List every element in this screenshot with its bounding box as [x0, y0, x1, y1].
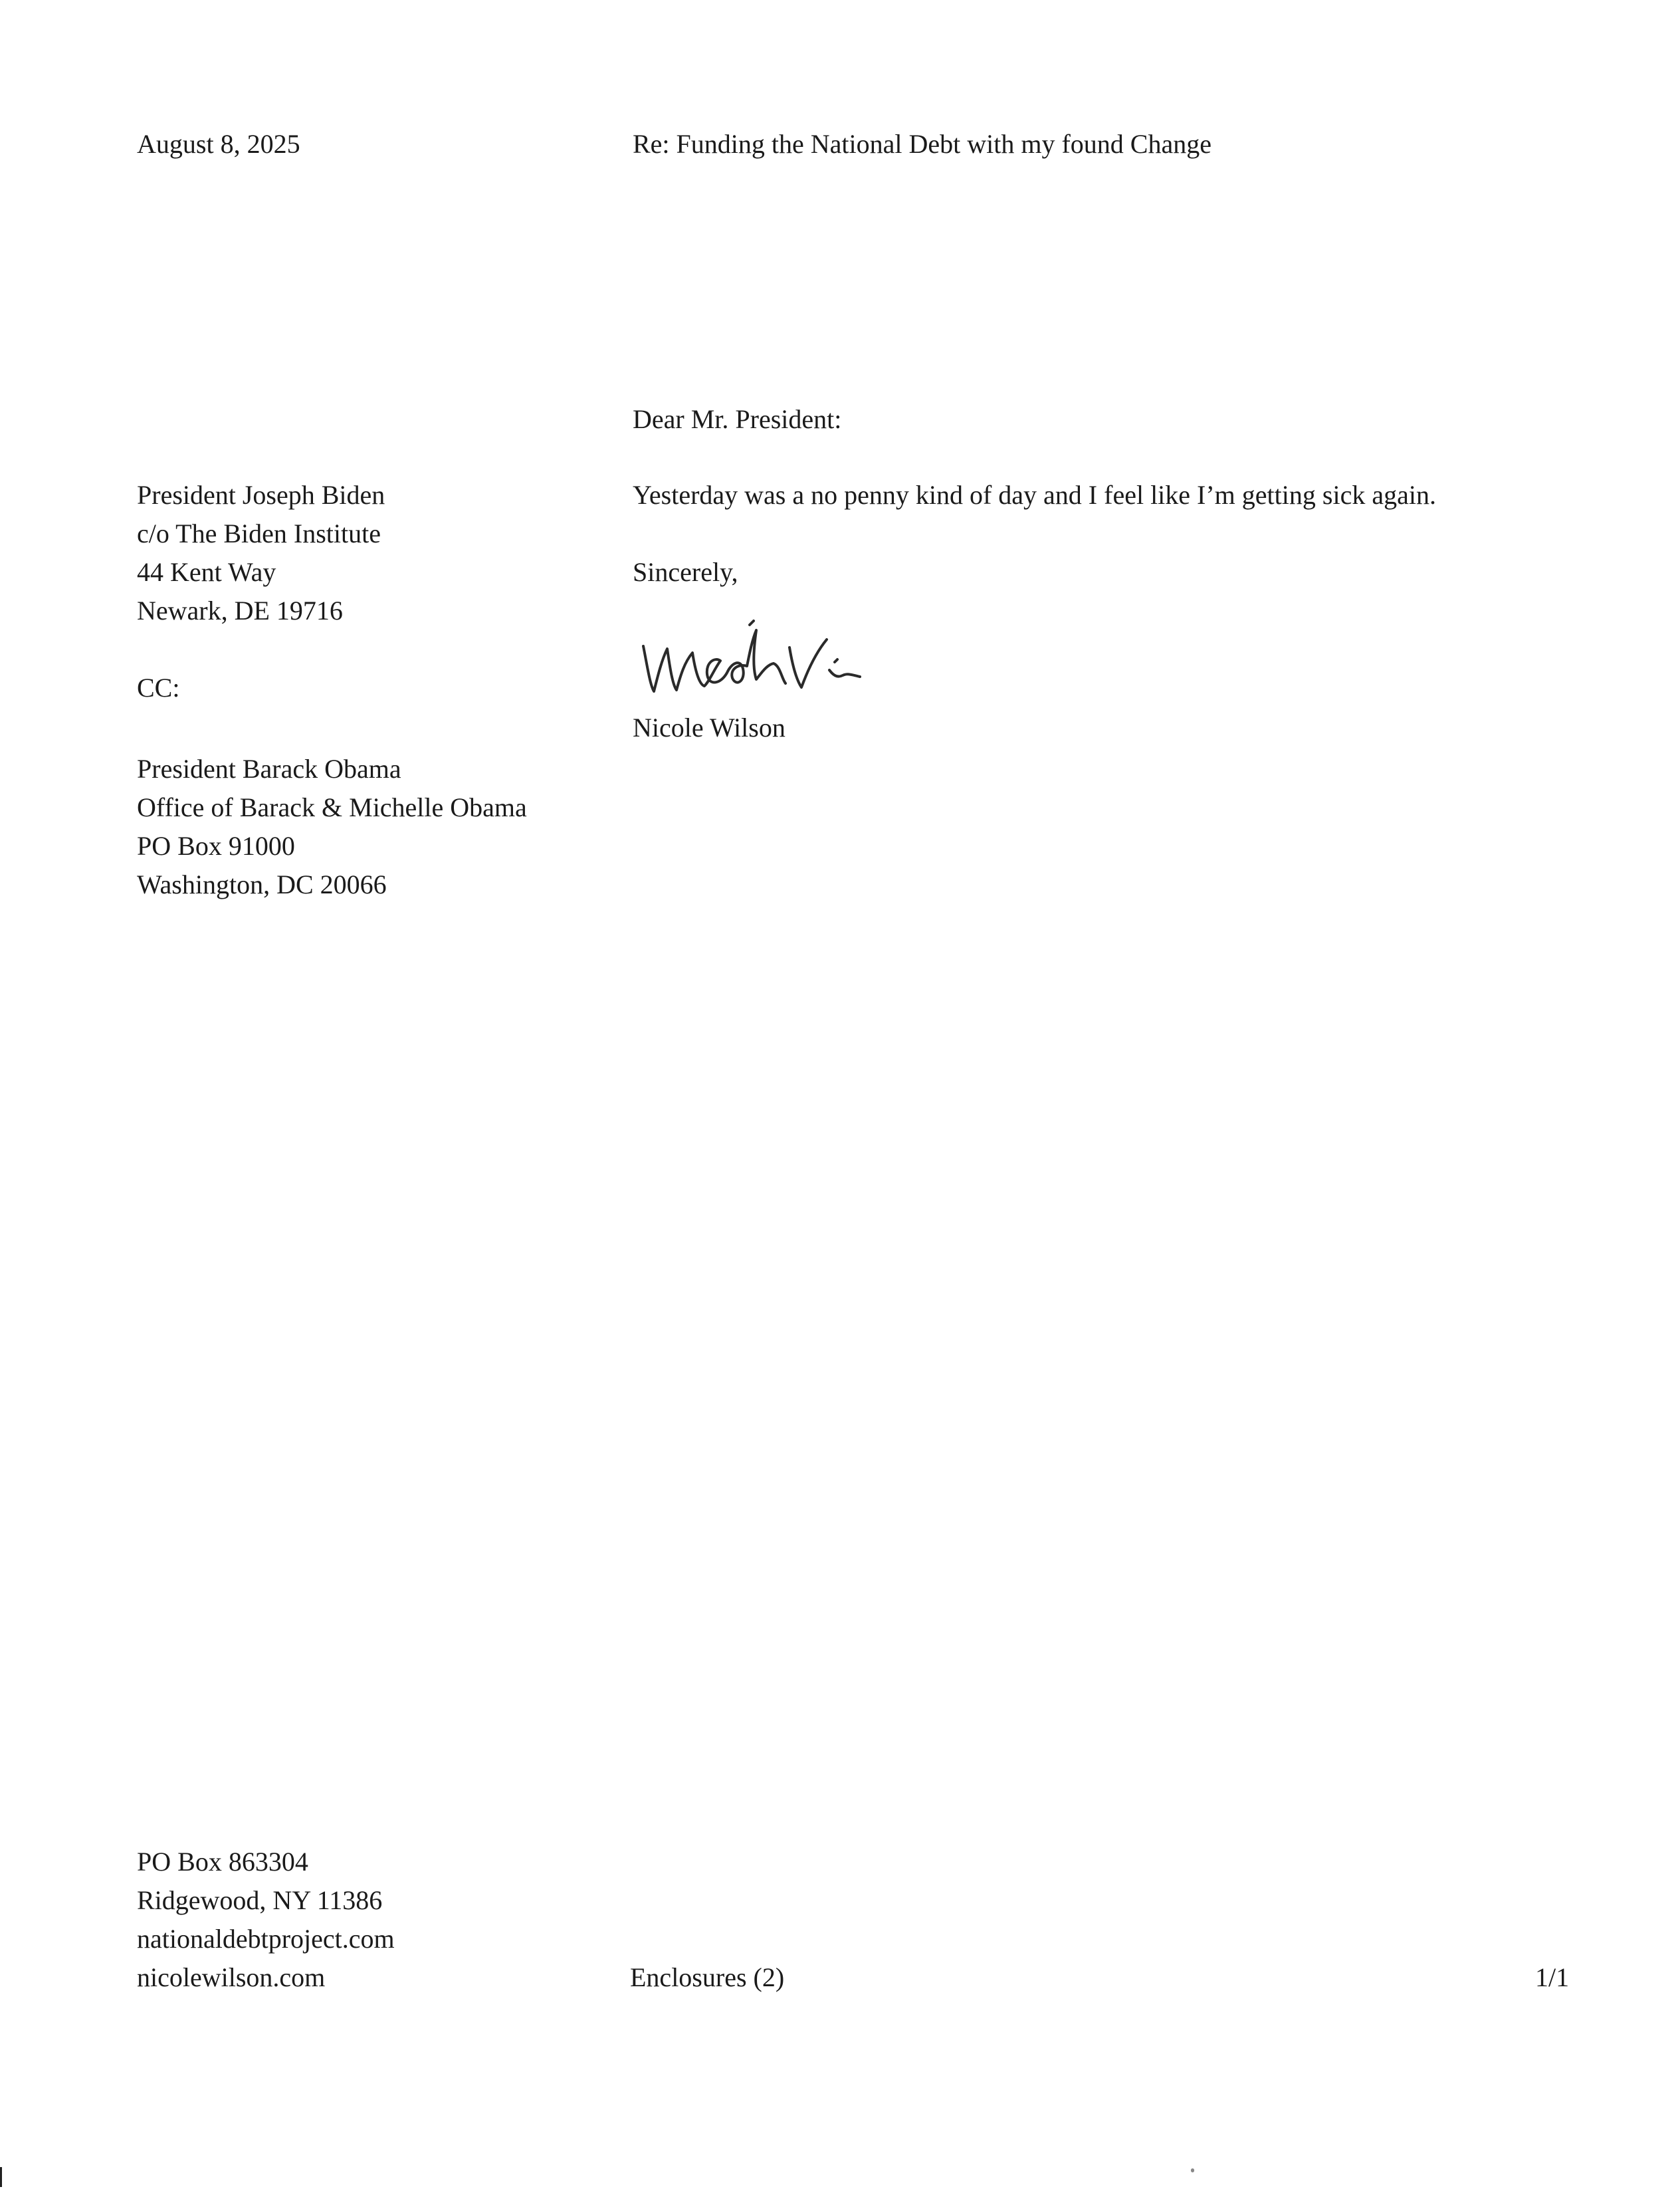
letter-date — [137, 125, 300, 164]
salutation-text: Dear Mr. President: — [633, 404, 842, 434]
recipient-address — [137, 476, 385, 630]
enclosures-note — [630, 1958, 784, 1997]
scan-dust-mark — [1191, 2168, 1194, 2172]
recipient-line: 44 Kent Way — [137, 557, 276, 587]
enclosures-text: Enclosures (2) — [630, 1962, 785, 1992]
closing-text: Sincerely, — [633, 557, 738, 587]
recipient-line: c/o The Biden Institute — [137, 519, 381, 548]
cc-line: President Barack Obama — [137, 754, 401, 784]
handwritten-signature — [633, 606, 945, 706]
signature-icon — [633, 606, 945, 706]
page-number — [1535, 1958, 1569, 1997]
subject-text: Re: Funding the National Debt with my found Change — [633, 129, 1211, 159]
sender-name-text: Nicole Wilson — [633, 713, 786, 743]
cc-line: Washington, DC 20066 — [137, 869, 387, 899]
scan-edge-mark — [0, 2167, 2, 2187]
sender-name — [633, 709, 786, 747]
sender-address-line: nicolewilson.com — [137, 1962, 326, 1992]
cc-recipient-address — [137, 750, 527, 904]
cc-line: Office of Barack & Michelle Obama — [137, 792, 527, 822]
sender-address — [137, 1843, 395, 1997]
recipient-line: President Joseph Biden — [137, 480, 385, 510]
body-paragraph: Yesterday was a no penny kind of day and I feel like I’m getting sick again. — [633, 480, 1436, 510]
letter-salutation — [633, 400, 841, 439]
cc-line: PO Box 91000 — [137, 831, 295, 861]
cc-label — [137, 669, 179, 707]
date-text: August 8, 2025 — [137, 129, 300, 159]
letter-closing — [633, 553, 738, 592]
cc-label-text: CC: — [137, 673, 180, 703]
page-number-text: 1/1 — [1535, 1962, 1570, 1992]
letter-subject — [633, 125, 1211, 164]
sender-address-line: nationaldebtproject.com — [137, 1924, 395, 1954]
sender-address-line: Ridgewood, NY 11386 — [137, 1885, 383, 1915]
sender-address-line: PO Box 863304 — [137, 1847, 308, 1877]
recipient-line: Newark, DE 19716 — [137, 596, 343, 626]
letter-body — [633, 476, 1436, 515]
